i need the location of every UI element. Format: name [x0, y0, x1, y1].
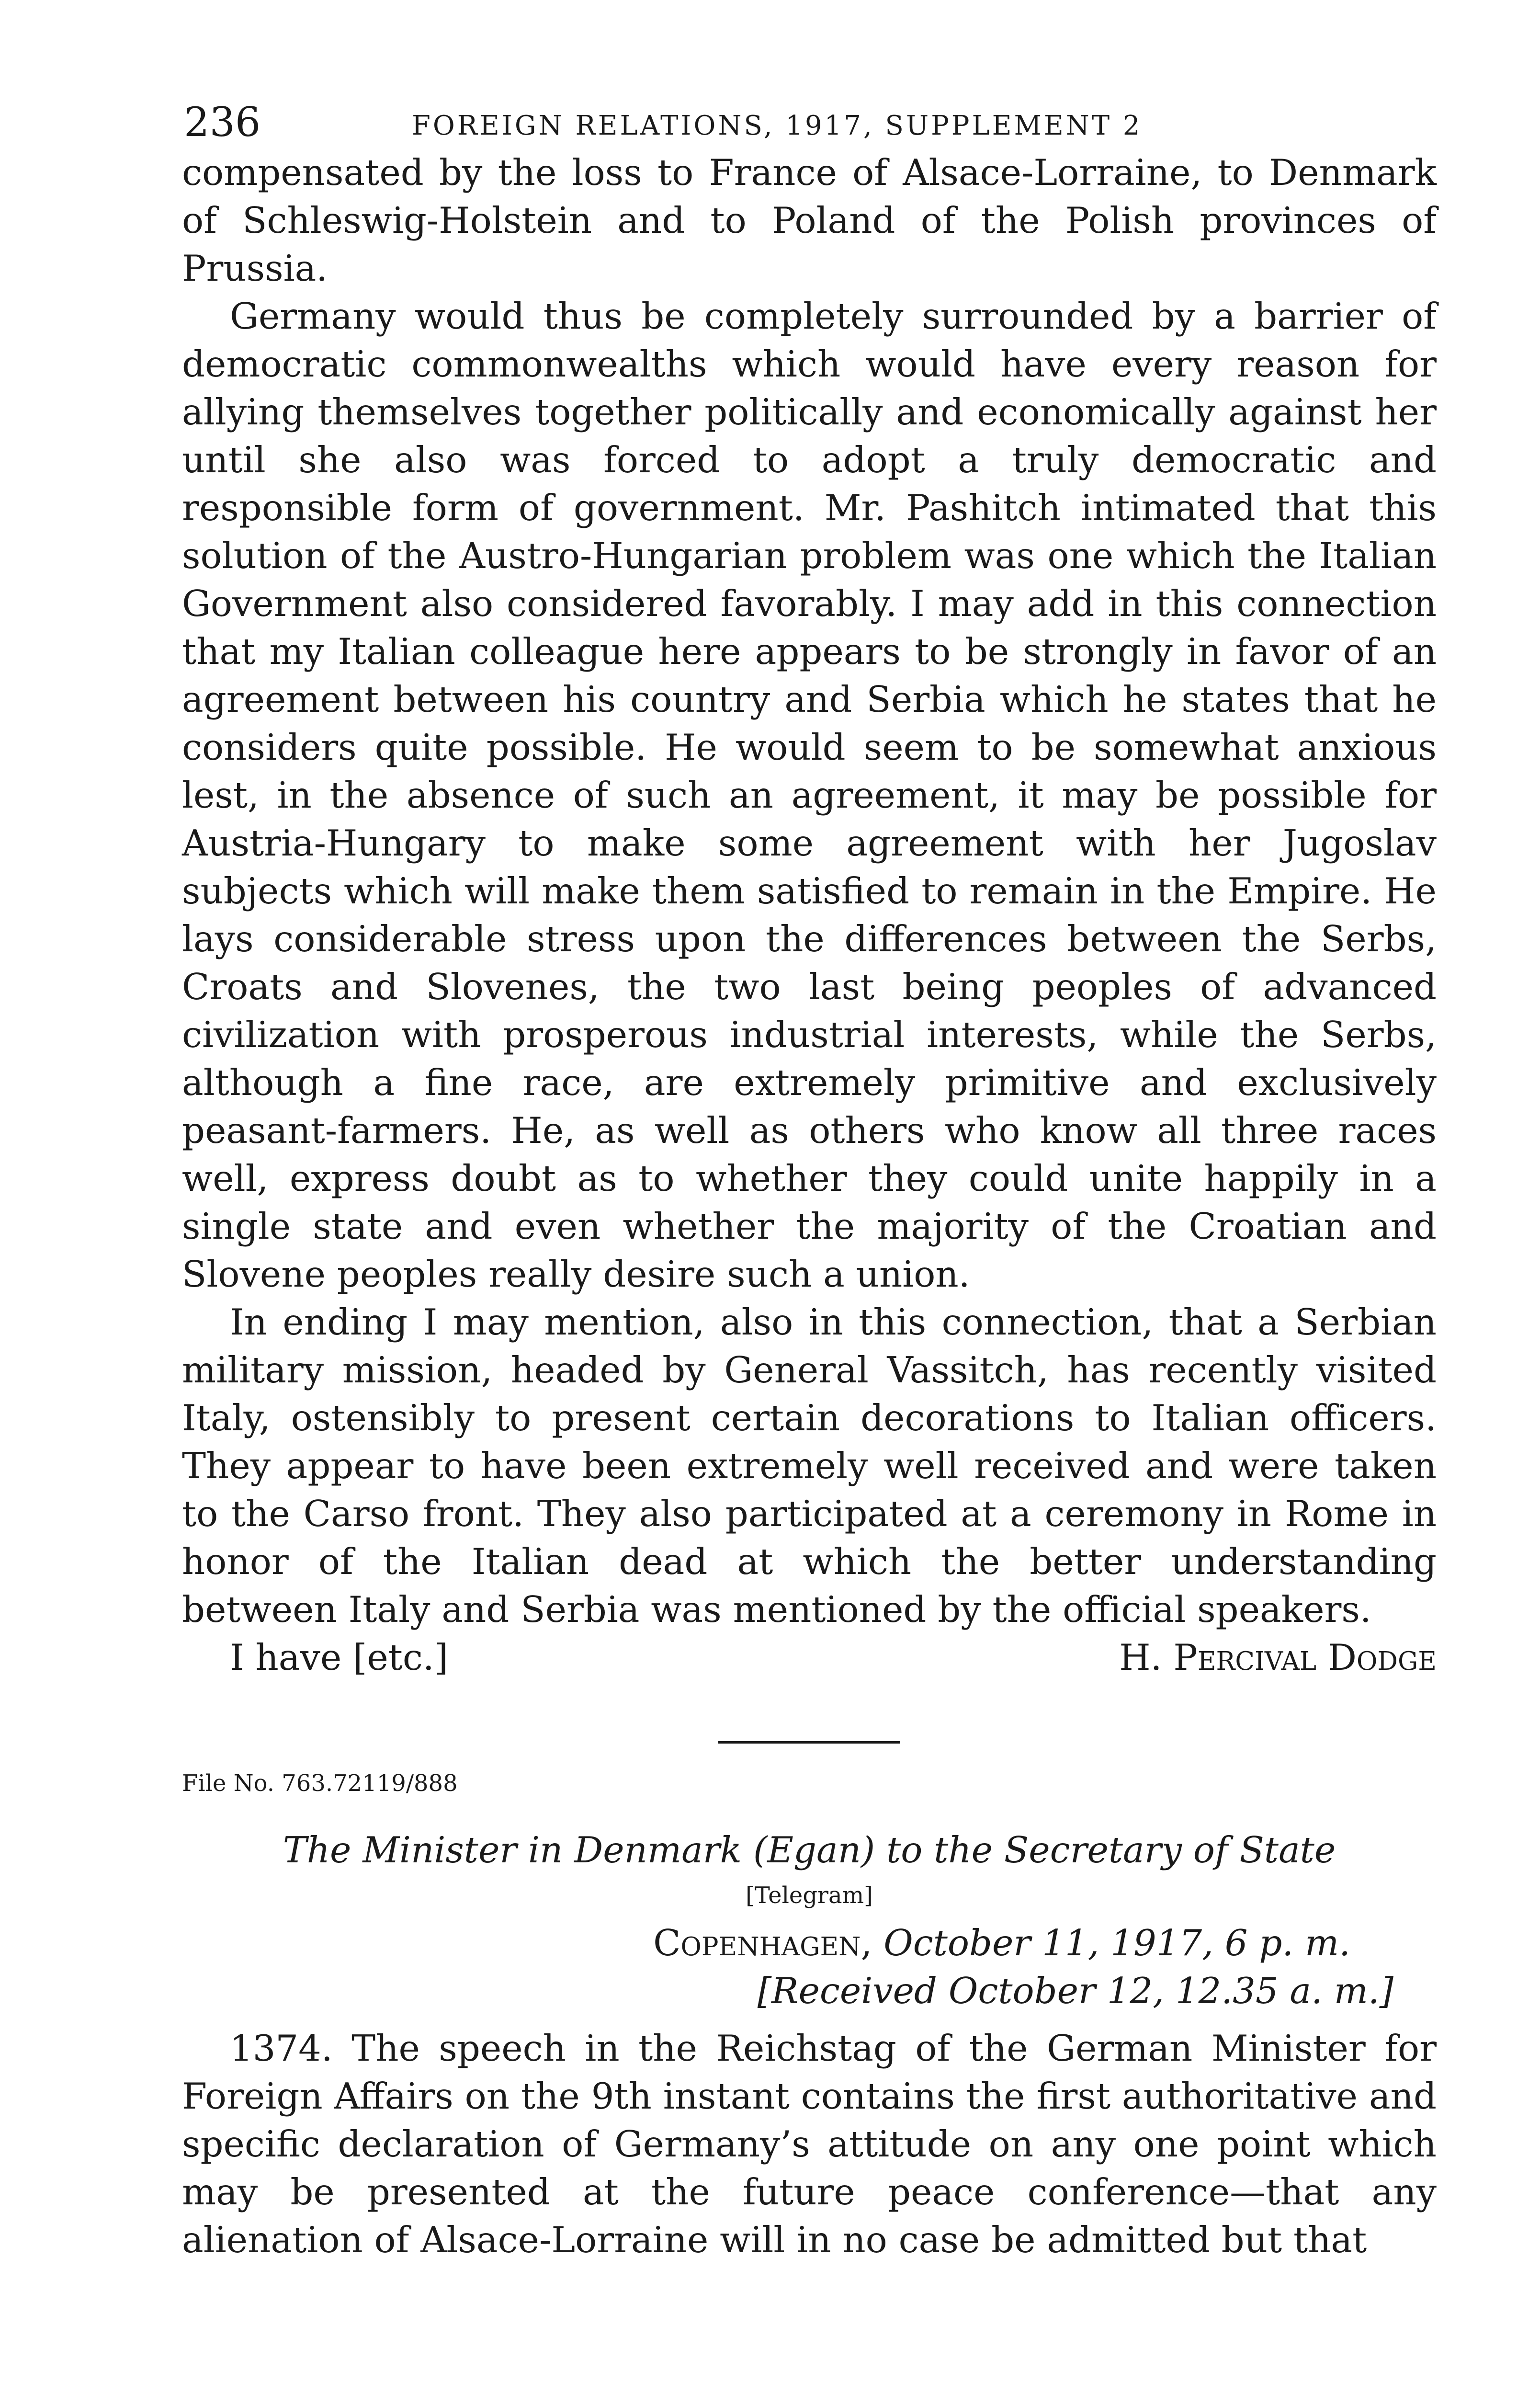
document-page [182, 96, 1437, 2264]
file-number-line [182, 1767, 1437, 1800]
signoff [182, 1633, 1437, 1681]
letter-body [182, 148, 1437, 1633]
file-label: File No. [182, 1770, 274, 1797]
closing-formula: I have [etc.] [230, 1636, 448, 1678]
dateline-date: October 11, 1917, 6 p. m. [883, 1922, 1350, 1964]
paragraph-barrier: Germany would thus be completely surrounded by a barrier of democratic commonwealths which would have every reason for allying themselves together politically and economically against her until she also was forced to adopt a truly democratic and responsible form of government. Mr. Pashitch intimated that this solution of the Austro-Hungarian problem was one which the Italian Government also considered favorably. I may add in this connection that my Italian colleague here appears to be strongly in favor of an agreement between his country and Serbia which he states that he considers quite possible. He would seem to be somewhat anxious lest, in the absence of such an agreement, it may be possible for Austria-Hungary to make some agreement with her Jugoslav subjects which will make them satisfied to remain in the Empire. He lays considerable stress upon the differences between the Serbs, Croats and Slovenes, the two last being peoples of advanced civilization with prosperous industrial interests, while the Serbs, although a fine race, are extremely primitive and exclusively peasant-farmers. He, as well as others who know all three races well, express doubt as to whether they could unite happily in a single state and even whether the majority of the Croatian and Slovene peoples really desire such a union. [182, 295, 1437, 1295]
paragraph-continuation: compensated by the loss to France of Alsace-Lorraine, to Denmark of Schleswig-Holstein and to Poland of the Polish provinces of Prussia. [182, 151, 1437, 289]
page-number: 236 [184, 99, 261, 146]
running-title: FOREIGN RELATIONS, 1917, SUPPLEMENT 2 [412, 110, 1143, 141]
paragraph-serbian-mission: In ending I may mention, also in this connection, that a Serbian military mission, headed by General Vassitch, has recently visited Italy, ostensibly to present certain decorations to Italian officers. They appear to have been extremely well received and were taken to the Carso front. They also participated at a ceremony in Rome in honor of the Italian dead at which the better understanding between Italy and Serbia was mentioned by the official speakers. [182, 1301, 1437, 1631]
section-divider [718, 1741, 900, 1744]
telegram-body [182, 2024, 1437, 2264]
paragraph-telegram: 1374. The speech in the Reichstag of the German Minister for Foreign Affairs on the 9th instant contains the first authoritative and specific declaration of Germany’s attitude on any one point which may be presented at the future peace conference—that any alienation of Alsace-Lorraine will in no case be admitted but that [182, 2027, 1437, 2261]
dateline [182, 1919, 1437, 1967]
running-header [182, 96, 1437, 148]
document-type: [Telegram] [746, 1882, 873, 1909]
document-title: The Minister in Denmark (Egan) to the Secretary of State [283, 1829, 1336, 1871]
signature: H. Percival Dodge [1119, 1636, 1437, 1678]
received-line: [Received October 12, 12.35 a. m.] [757, 1970, 1393, 2012]
dateline-city: Copenhagen, [653, 1922, 872, 1964]
file-number: 763.72119/888 [282, 1770, 458, 1797]
